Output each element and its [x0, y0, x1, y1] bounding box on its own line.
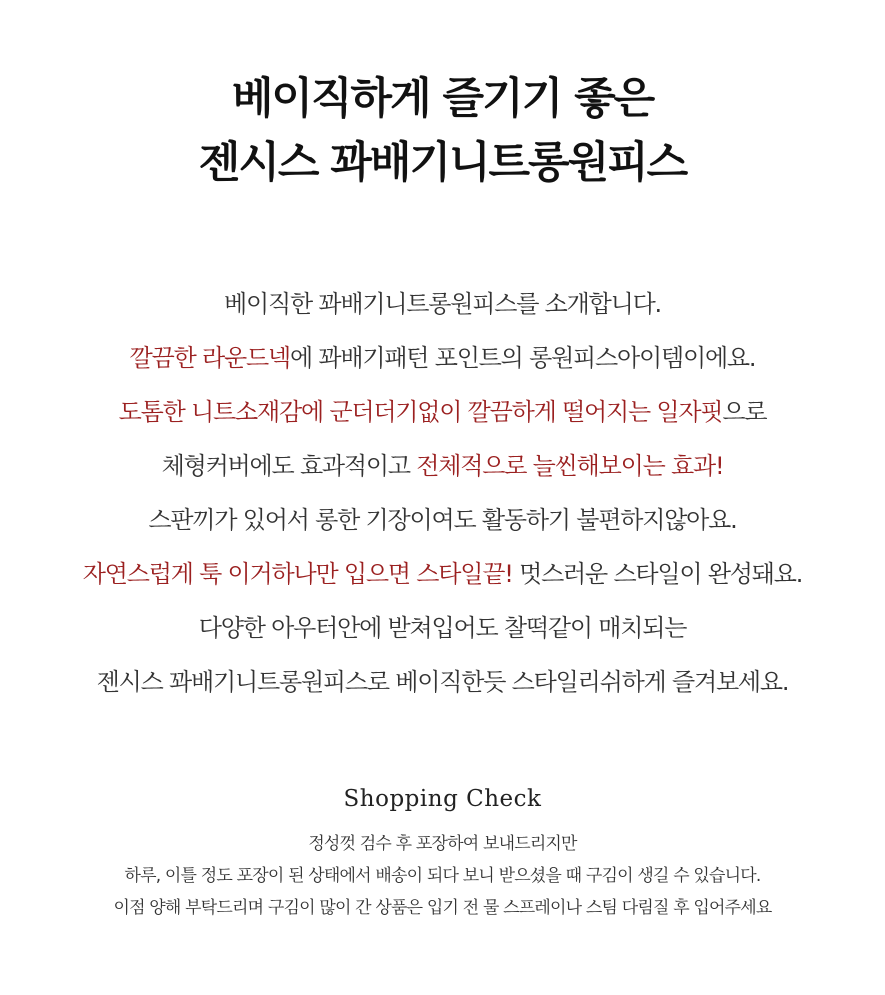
- description-line: [0, 331, 885, 385]
- description-text: 체형커버에도 효과적이고: [161, 452, 417, 480]
- description-text: 스판끼가 있어서 롱한 기장이여도 활동하기 불편하지않아요.: [148, 506, 737, 534]
- description-line: [0, 385, 885, 439]
- description-line: [0, 493, 885, 547]
- shopping-check-notes: [0, 828, 885, 924]
- highlighted-phrase: 깔끔한 라운드넥: [129, 344, 290, 372]
- description-line: [0, 277, 885, 331]
- description-line: [0, 655, 885, 709]
- highlighted-phrase: 자연스럽게 툭 이거하나만 입으면 스타일끝!: [82, 560, 513, 588]
- notes-line: 하루, 이틀 정도 포장이 된 상태에서 배송이 되다 보니 받으셨을 때 구김이 생길 수 있습니다.: [124, 866, 761, 886]
- shopping-check-title: Shopping Check: [343, 786, 542, 812]
- page-title-line-2: 젠시스 꽈배기니트롱원피스: [198, 138, 687, 188]
- notes-line: 이점 양해 부탁드리며 구김이 많이 간 상품은 입기 전 물 스프레이나 스팀 다림질 후 입어주세요: [113, 898, 772, 918]
- description-text: 젠시스 꽈배기니트롱원피스로 베이직한듯 스타일리쉬하게 즐겨보세요.: [96, 668, 789, 696]
- description-text: 으로: [722, 398, 767, 426]
- product-description: [0, 277, 885, 709]
- highlighted-phrase: 전체적으로 늘씬해보이는 효과!: [416, 452, 724, 480]
- highlighted-phrase: 도톰한 니트소재감에 군더더기없이 깔끔하게 떨어지는 일자핏: [118, 398, 723, 426]
- description-line: [0, 439, 885, 493]
- notes-line: 정성껏 검수 후 포장하여 보내드리지만: [308, 834, 577, 854]
- description-line: [0, 601, 885, 655]
- description-text: 베이직한 꽈배기니트롱원피스를 소개합니다.: [224, 290, 661, 318]
- page-title-line-1: 베이직하게 즐기기 좋은: [231, 74, 654, 124]
- description-line: [0, 547, 885, 601]
- description-text: 에 꽈배기패턴 포인트의 롱원피스아이템이에요.: [289, 344, 756, 372]
- description-text: 멋스러운 스타일이 완성돼요.: [512, 560, 803, 588]
- description-text: 다양한 아우터안에 받쳐입어도 찰떡같이 매치되는: [198, 614, 687, 642]
